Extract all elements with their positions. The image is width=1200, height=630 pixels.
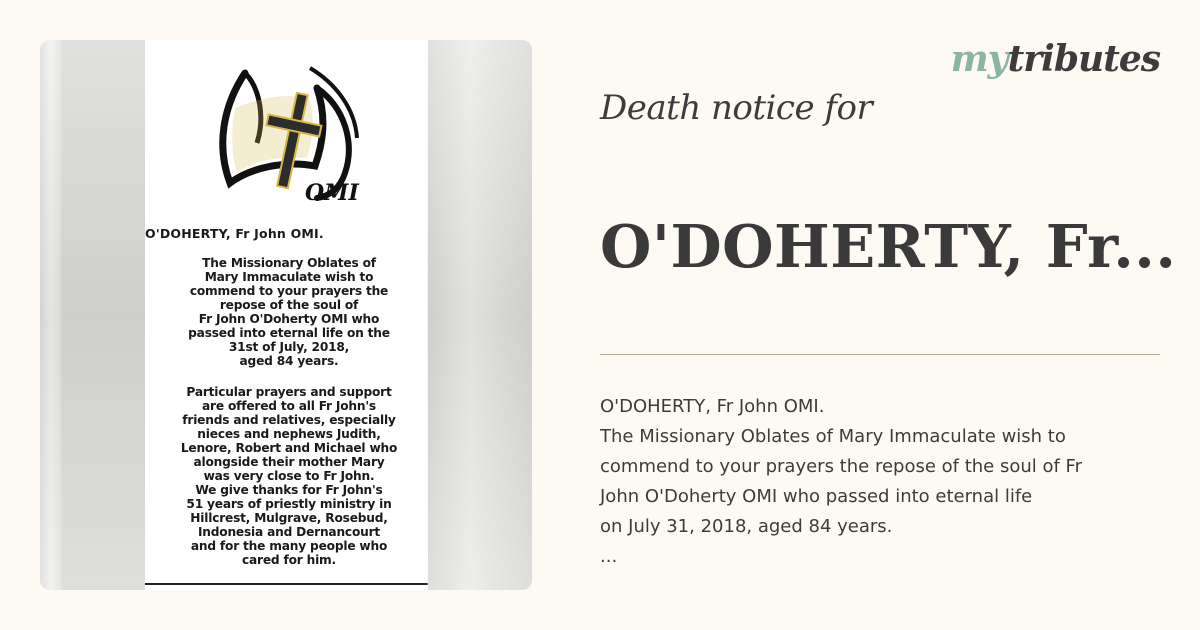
excerpt-line: on July 31, 2018, aged 84 years. (600, 516, 893, 537)
clipping-line: We give thanks for Fr John's (195, 483, 383, 497)
excerpt-line: John O'Doherty OMI who passed into eternal life (600, 486, 1033, 507)
clipping-line: repose of the soul of (219, 298, 359, 312)
clipping-line: are offered to all Fr John's (202, 399, 376, 413)
clipping-paragraph-1 (151, 256, 427, 368)
brand-part-tributes: tributes (1007, 38, 1160, 80)
clipping-line: Particular prayers and support (186, 385, 392, 399)
omi-cross-logo-icon (205, 48, 370, 208)
clipping-line: Indonesia and Dernancourt (197, 525, 381, 539)
clipping-line: friends and relatives, especially (182, 413, 396, 427)
clipping-line: was very close to Fr John. (203, 469, 375, 483)
notice-excerpt (600, 392, 1160, 572)
newspaper-clipping (145, 40, 428, 590)
clipping-divider (145, 583, 428, 585)
excerpt-line: O'DOHERTY, Fr John OMI. (600, 396, 825, 417)
notice-type-label: Death notice for (600, 88, 873, 128)
clipping-line: cared for him. (241, 553, 336, 567)
clipping-line: and for the many people who (190, 539, 388, 553)
clipping-heading: O'DOHERTY, Fr John OMI. (145, 226, 324, 241)
clipping-line: nieces and nephews Judith, (197, 427, 381, 441)
notice-image (40, 40, 532, 590)
clipping-line: Hillcrest, Mulgrave, Rosebud, (190, 511, 388, 525)
clipping-line: alongside their mother Mary (193, 455, 385, 469)
deceased-name: O'DOHERTY, Fr... (600, 212, 1177, 281)
mytributes-logo[interactable] (951, 38, 1160, 80)
clipping-line: aged 84 years. (239, 354, 339, 368)
clipping-line: passed into eternal life on the (188, 326, 390, 340)
clipping-line: commend to your prayers the (189, 284, 389, 298)
clipping-line: Mary Immaculate wish to (204, 270, 374, 284)
section-divider (600, 354, 1160, 355)
clipping-line: 31st of July, 2018, (228, 340, 350, 354)
excerpt-line: The Missionary Oblates of Mary Immaculate wish to (600, 426, 1066, 447)
excerpt-ellipsis: ... (600, 546, 618, 567)
clipping-line: The Missionary Oblates of (202, 256, 376, 270)
logo-text: OMI (305, 180, 359, 206)
excerpt-line: commend to your prayers the repose of the soul of Fr (600, 456, 1083, 477)
clipping-line: Fr John O'Doherty OMI who (198, 312, 380, 326)
clipping-line: Lenore, Robert and Michael who (180, 441, 398, 455)
clipping-line: 51 years of priestly ministry in (186, 497, 392, 511)
clipping-paragraph-2 (151, 385, 427, 567)
brand-part-my: my (950, 38, 1008, 80)
